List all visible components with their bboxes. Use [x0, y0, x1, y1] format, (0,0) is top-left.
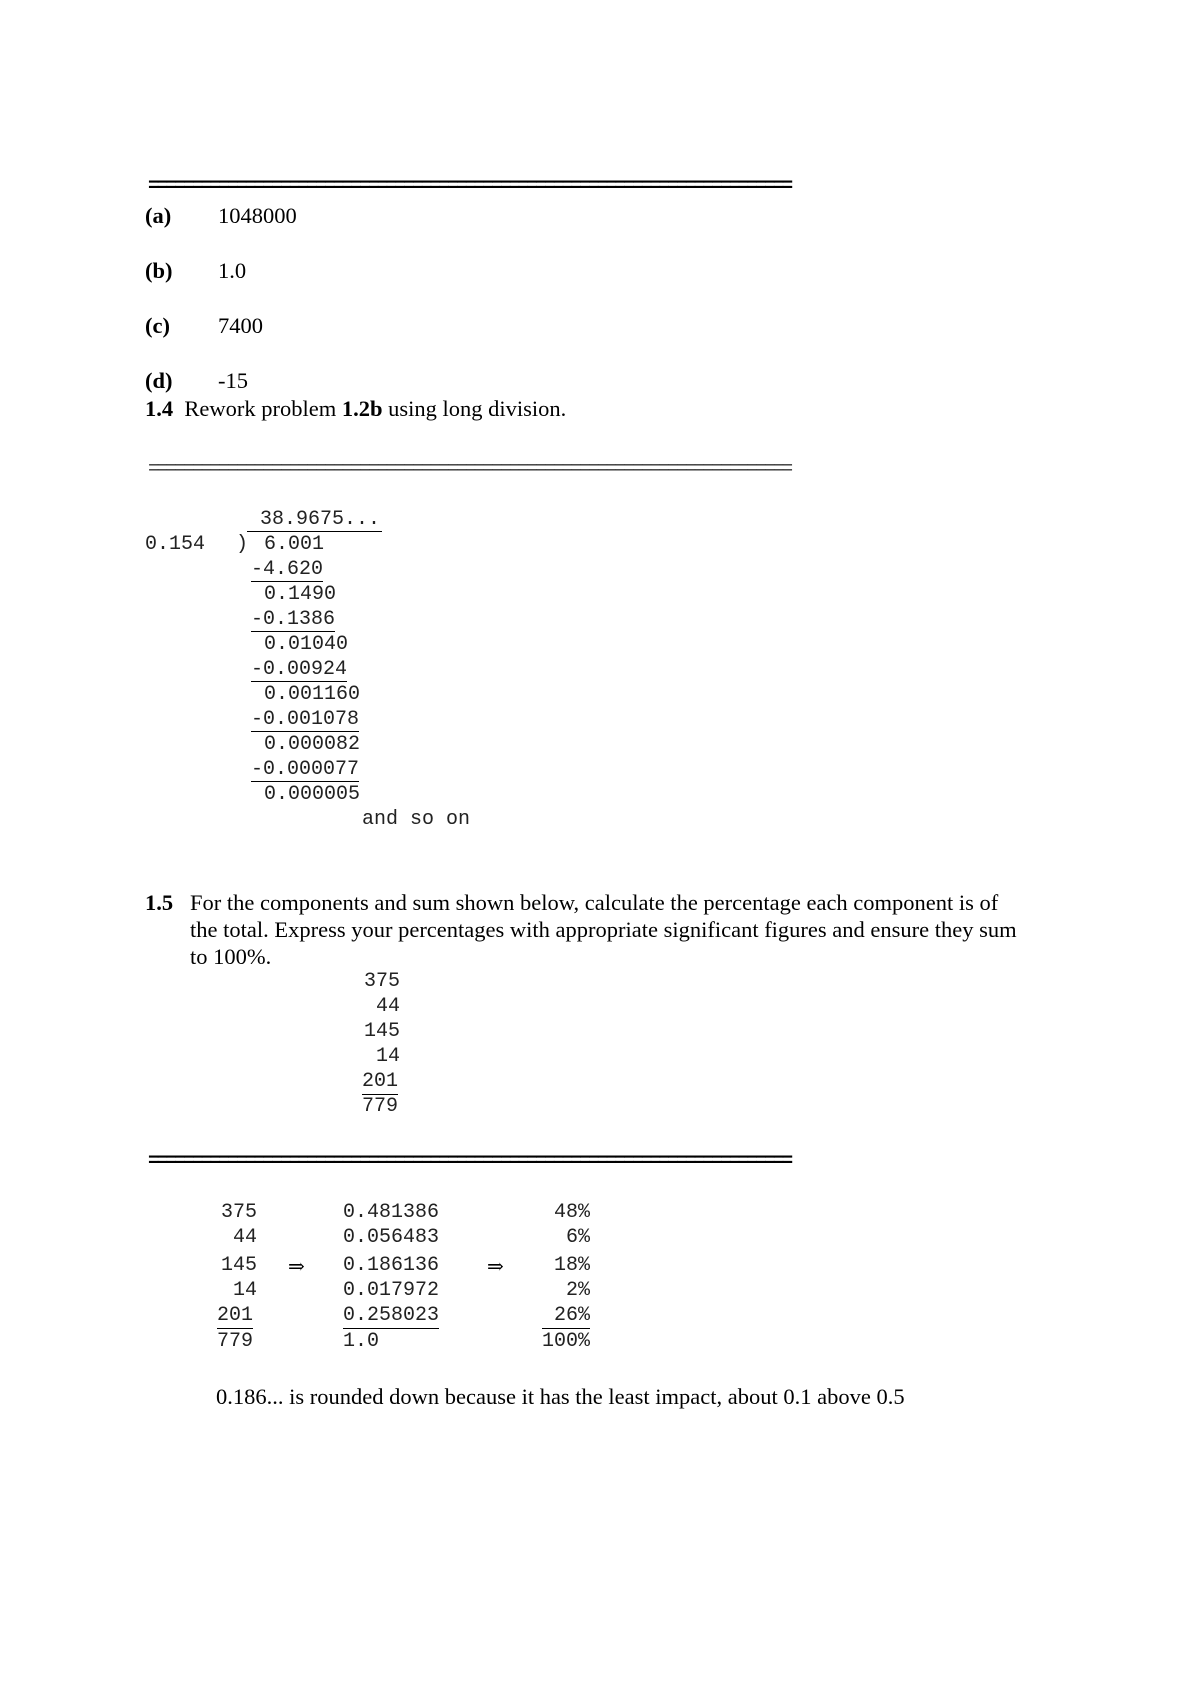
problem-text: using long division.	[388, 396, 567, 421]
ld-divisor: 0.154	[145, 533, 206, 556]
answer-label-a: (a)	[145, 203, 172, 228]
ld-step: 0.001160	[264, 683, 361, 706]
solution-fraction: 0.258023	[343, 1304, 440, 1327]
ld-step: 0.01040	[264, 633, 349, 656]
answer-value-d: -15	[218, 368, 248, 393]
answer-label-b: (b)	[145, 258, 173, 283]
answer-value-b: 1.0	[218, 258, 247, 283]
solution-percent-total: 100%	[541, 1330, 590, 1353]
answer-label-c: (c)	[145, 313, 170, 338]
ld-step: -0.1386	[251, 608, 336, 631]
solution-fraction: 0.056483	[343, 1226, 440, 1249]
ld-step: -0.001078	[251, 708, 360, 731]
ld-step: 0.000082	[264, 733, 361, 756]
solution-fraction: 0.186136	[343, 1254, 440, 1277]
ld-step: 0.1490	[264, 583, 337, 606]
arrow-icon: ⇒	[487, 1256, 504, 1278]
problem-line: the total. Express your percentages with appropriate significant figures and ensure they sum	[190, 917, 1017, 942]
problem-line: to 100%.	[190, 944, 272, 969]
solution-fraction: 0.481386	[343, 1201, 440, 1224]
separator-thin: =========================================================================	[148, 460, 791, 479]
solution-value: 201	[217, 1304, 254, 1327]
component-value: 375	[363, 970, 400, 993]
solution-value: 145	[220, 1254, 257, 1277]
component-value: 201	[362, 1070, 399, 1093]
component-sum: 779	[362, 1095, 399, 1118]
ld-step: -0.00924	[251, 658, 348, 681]
solution-fraction: 0.017972	[343, 1279, 440, 1302]
ld-step: -0.000077	[251, 758, 360, 781]
solution-note: 0.186... is rounded down because it has the least impact, about 0.1 above 0.5	[216, 1384, 905, 1409]
problem-text: Rework problem	[184, 396, 337, 421]
problem-ref: 1.2b	[341, 396, 383, 421]
separator-bold-2: =========================================================================	[148, 1152, 791, 1171]
solution-percent: 48%	[553, 1201, 590, 1224]
problem-1-4	[145, 398, 566, 421]
solution-value: 44	[232, 1226, 257, 1249]
ld-paren: )	[236, 533, 249, 556]
ld-note: and so on	[362, 808, 471, 831]
arrow-icon: ⇒	[288, 1256, 305, 1278]
solution-percent: 26%	[542, 1304, 590, 1329]
solution-percent: 6%	[565, 1226, 590, 1249]
problem-number: 1.5	[145, 890, 174, 915]
component-value: 145	[363, 1020, 400, 1043]
ld-step: 0.000005	[264, 783, 361, 806]
answer-value-a: 1048000	[218, 203, 297, 228]
component-value: 14	[375, 1045, 400, 1068]
solution-value: 375	[220, 1201, 257, 1224]
solution-total: 779	[217, 1330, 254, 1353]
ld-step: -4.620	[251, 558, 324, 581]
problem-line: For the components and sum shown below, calculate the percentage each component is of	[190, 890, 999, 915]
answer-label-d: (d)	[145, 368, 173, 393]
solution-percent: 18%	[553, 1254, 590, 1277]
answer-value-c: 7400	[218, 313, 263, 338]
solution-fraction-total: 1.0	[343, 1330, 380, 1353]
problem-number: 1.4	[145, 396, 174, 421]
solution-percent: 2%	[565, 1279, 590, 1302]
component-value: 44	[375, 995, 400, 1018]
ld-dividend: 6.001	[264, 533, 325, 556]
ld-quotient: 38.9675...	[247, 510, 382, 532]
separator-bold-1: =========================================================================	[148, 177, 791, 196]
solution-value: 14	[232, 1279, 257, 1302]
